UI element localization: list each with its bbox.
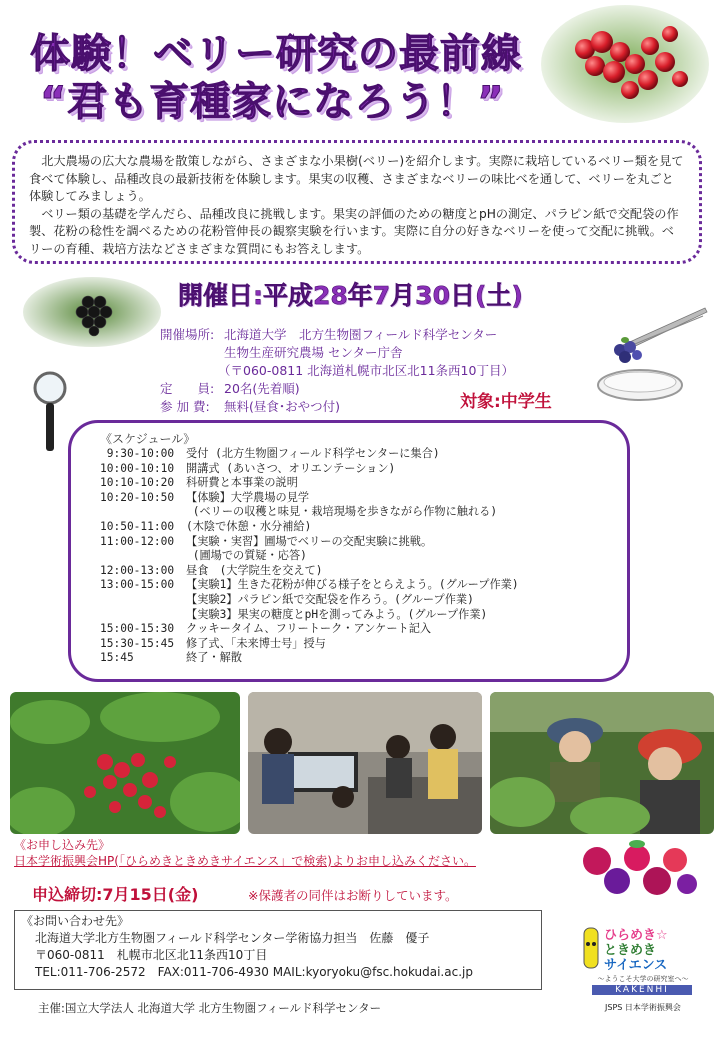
schedule-time: 10:50-11:00: [100, 519, 175, 533]
currant-image: [540, 4, 710, 124]
berries-icon: [572, 836, 702, 906]
schedule-text: 科研費と本事業の説明: [186, 476, 298, 490]
fee-value: 無料(昼食･おやつ付): [224, 399, 341, 414]
venue-label: 開催場所:: [160, 327, 215, 342]
schedule-time: 15:45: [100, 651, 134, 665]
field-photo: [490, 692, 714, 834]
contact-box: [14, 910, 542, 990]
schedule-time: 15:30-15:45: [100, 636, 175, 650]
fee-label: 参 加 費:: [160, 399, 210, 414]
venue-line-3: （〒060-0811 北海道札幌市北区北11条西10丁目）: [218, 363, 514, 378]
schedule-time: 10:20-10:50: [100, 490, 175, 504]
schedule-time: 12:00-13:00: [100, 563, 175, 577]
schedule-text: 昼食 (大学院生を交えて): [186, 563, 323, 577]
venue-line-2: 生物生産研究農場 センター庁舎: [224, 345, 403, 360]
schedule-row: [100, 462, 519, 477]
schedule-row: [100, 520, 519, 535]
schedule-row: [100, 608, 519, 623]
venue-line-1: 北海道大学 北方生物圏フィールド科学センター: [224, 327, 498, 342]
schedule-row: [100, 578, 519, 593]
schedule-row: [100, 447, 519, 462]
logo-line-2: ときめき: [604, 943, 657, 958]
contact-phone-mail: TEL:011-706-2572 FAX:011-706-4930 MAIL:kyoryoku@fsc.hokudai.ac.jp: [35, 965, 473, 979]
contact-name: 北海道大学北方生物圏フィールド科学センター学術協力担当 佐藤 優子: [35, 931, 430, 945]
schedule-text: (ベリーの収穫と味見・栽培現場を歩きながら作物に触れる): [186, 505, 498, 519]
target-audience: 対象:中学生: [460, 392, 552, 412]
capacity-value: 20名(先着順): [224, 381, 300, 396]
contact-address: 〒060-0811 札幌市北区北11条西10丁目: [35, 948, 268, 962]
schedule-text: (木陰で休憩・水分補給): [186, 519, 312, 533]
schedule-row: [100, 593, 519, 608]
schedule-row: [100, 549, 519, 564]
schedule-row: [100, 476, 519, 491]
schedule-row: [100, 491, 519, 506]
title-line-2: “君も育種家になろう！”: [40, 79, 505, 125]
schedule-row: [100, 564, 519, 579]
lab-tools-icon: [585, 300, 715, 410]
schedule-row: [100, 651, 519, 666]
schedule-text: クッキータイム、フリートーク・アンケート記入: [186, 622, 432, 636]
hirameki-logo: [578, 922, 708, 1022]
event-date: 開催日:平成28年7月30日(土): [178, 281, 523, 310]
apply-deadline: 申込締切:7月15日(金): [32, 885, 199, 904]
raspberry-photo: [10, 692, 240, 834]
logo-line-6: JSPS 日本学術振興会: [605, 1003, 681, 1012]
title-line-1: 体験！ベリー研究の最前線: [30, 31, 522, 77]
schedule-row: [100, 622, 519, 637]
schedule-text: 受付 (北方生物圏フィールド科学センターに集合): [186, 447, 440, 460]
schedule-list: [100, 447, 519, 666]
lab-photo: [248, 692, 482, 834]
schedule-text: 【体験】大学農場の見学: [186, 490, 310, 504]
schedule-time: 10:10-10:20: [100, 476, 175, 490]
logo-line-5: KAKENHI: [592, 985, 692, 995]
schedule-time: 15:00-15:30: [100, 622, 175, 636]
contact-heading: 《お問い合わせ先》: [21, 914, 130, 928]
schedule-text: 【実験1】生きた花粉が伸びる様子をとらえよう。(グループ作業): [186, 578, 519, 592]
schedule-heading: 《スケジュール》: [100, 432, 196, 446]
intro-paragraph-2: ベリー類の基礎を学んだら、品種改良に挑戦します。果実の評価のための糖度とpHの測定、パラピン紙で交配袋の作製、花粉の稔性を調べるための花粉管伸長の観察実験を行います。実際に自分の好きなベリーを使って交配に挑戦。ベリーの育種、栽培方法などさまざまな質問にもお答えします。: [29, 206, 679, 256]
blackberry-image: [22, 276, 162, 348]
schedule-text: 修了式、「未来博士号」授与: [186, 636, 326, 650]
logo-line-4: ～ようこそ大学の研究室へ～: [597, 975, 689, 983]
apply-heading: 《お申し込み先》: [14, 838, 111, 852]
magnifier-icon: [30, 370, 70, 455]
logo-line-1: ひらめき☆: [604, 928, 668, 943]
guardian-note: ※保護者の同伴はお断りしています。: [248, 888, 458, 903]
schedule-text: 終了・解散: [186, 651, 242, 665]
schedule-time: 9:30-10:00: [100, 447, 175, 460]
schedule-row: [100, 505, 519, 520]
logo-line-3: サイエンス: [604, 958, 668, 973]
schedule-row: [100, 535, 519, 550]
schedule-time: 11:00-12:00: [100, 534, 175, 548]
schedule-text: 【実験3】果実の糖度とpHを測ってみよう。(グループ作業): [186, 607, 488, 621]
schedule-time: 10:00-10:10: [100, 461, 175, 475]
schedule-time: 13:00-15:00: [100, 578, 175, 592]
intro-box: [12, 140, 702, 264]
schedule-text: (圃場での質疑・応答): [186, 549, 307, 563]
apply-instructions: 日本学術振興会HP(「ひらめきときめきサイエンス」で検索)よりお申し込みください。: [14, 854, 476, 868]
schedule-row: [100, 637, 519, 652]
intro-paragraph-1: 北大農場の広大な農場を散策しながら、さまざまな小果樹(ベリー)を紹介します。実際に栽培しているベリー類を見て食べて体験し、品種改良の最新技術を体験します。果実の収穫、さまざまなベリーの味比べを通して、ベリーを丸ごと体験してみましょう。: [29, 154, 684, 203]
schedule-text: 開講式 (あいさつ、オリエンテーション): [186, 461, 396, 475]
schedule-text: 【実験2】パラピン紙で交配袋を作ろう。(グループ作業): [186, 592, 474, 606]
schedule-text: 【実験・実習】圃場でベリーの交配実験に挑戦。: [186, 534, 433, 548]
organizer: 主催:国立大学法人 北海道大学 北方生物圏フィールド科学センター: [38, 1001, 382, 1015]
capacity-label: 定 員:: [160, 381, 215, 396]
